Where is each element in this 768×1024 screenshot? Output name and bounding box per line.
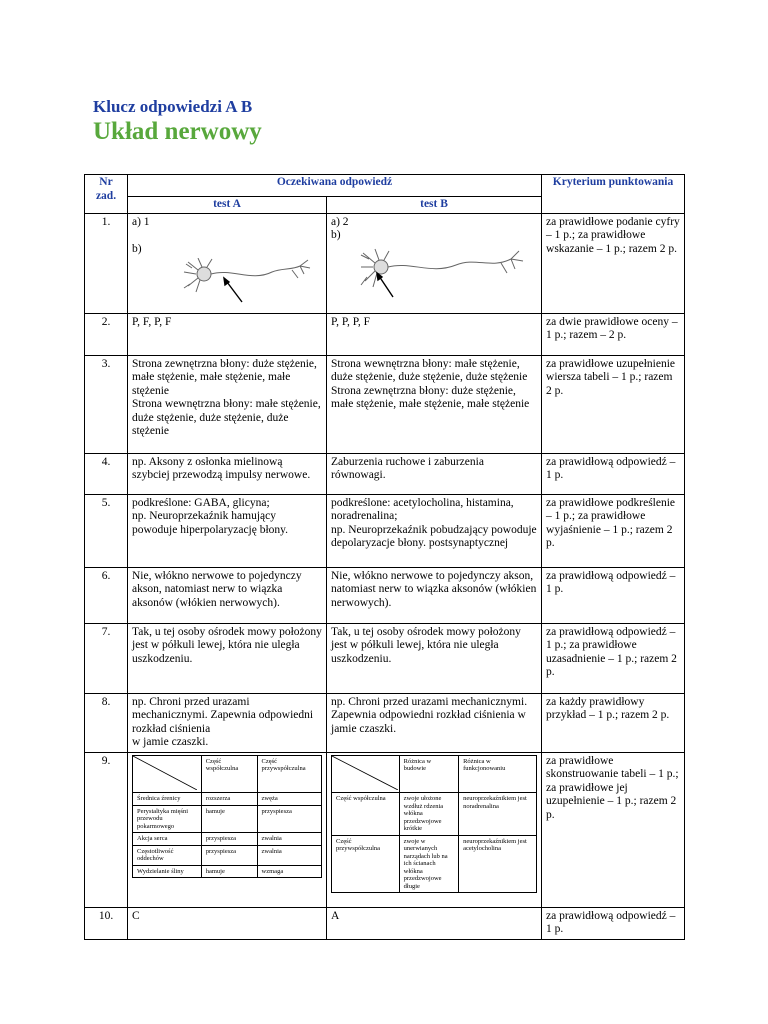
mini-header: Różnica w funkcjonowaniu bbox=[459, 755, 537, 793]
header-nr: Nr zad. bbox=[85, 175, 128, 214]
answer-test-b: Strona wewnętrzna błony: małe stężenie, duże stężenie, duże stężenie, duże stężenie Strona zewnętrzna błony: duże stężenie, małe stężenie, małe stężenie, małe stężenie bbox=[327, 355, 542, 453]
mini-row: Część przywspółczulna zwoje w unerwianych narządach lub na ich ścianach włókna przedzwojowe długie neuroprzekaźnikiem jest acetylocholina bbox=[332, 835, 537, 893]
table-row bbox=[85, 623, 685, 693]
answer-test-b bbox=[327, 752, 542, 907]
criteria-text: za prawidłowe uzupełnienie wiersza tabeli – 1 p.; razem 2 p. bbox=[542, 355, 685, 453]
row-number: 6. bbox=[85, 567, 128, 623]
row-number: 9. bbox=[85, 752, 128, 907]
table-row bbox=[85, 313, 685, 355]
table-row bbox=[85, 213, 685, 313]
comparison-table-a bbox=[132, 755, 322, 879]
row-number: 2. bbox=[85, 313, 128, 355]
row-number: 5. bbox=[85, 494, 128, 567]
criteria-text: za prawidłową odpowiedź – 1 p. bbox=[542, 907, 685, 939]
answer-test-a bbox=[128, 213, 327, 313]
answer-test-a: Strona zewnętrzna błony: duże stężenie, małe stężenie, małe stężenie, małe stężenie Strona wewnętrzna błony: małe stężenie, duże stężenie, duże stężenie, duże stężenie bbox=[128, 355, 327, 453]
diagonal-line-icon bbox=[133, 756, 197, 790]
criteria-text: za prawidłową odpowiedź – 1 p.; za prawidłowe uzasadnienie – 1 p.; razem 2 p. bbox=[542, 623, 685, 693]
answer-test-b bbox=[327, 213, 542, 313]
mini-row: Częstotliwość oddechów przyspiesza zwalnia bbox=[133, 845, 322, 865]
mini-header: Część współczulna bbox=[201, 755, 257, 793]
diagonal-cell bbox=[133, 755, 202, 793]
answer-test-b: podkreślone: acetylocholina, histamina, noradrenalina; np. Neuroprzekaźnik pobudzający powoduje depolaryzacje błony. postsynaptycznej bbox=[327, 494, 542, 567]
criteria-text: za prawidłowe podkreślenie – 1 p.; za prawidłowe wyjaśnienie – 1 p.; razem 2 p. bbox=[542, 494, 685, 567]
answer-test-a: Nie, włókno nerwowe to pojedynczy akson, natomiast nerw to wiązka aksonów (włókien nerwowych). bbox=[128, 567, 327, 623]
mini-row: Perystaltyka mięśni przewodu pokarmowego hamuje przyspiesza bbox=[133, 805, 322, 833]
criteria-text: za każdy prawidłowy przykład – 1 p.; razem 2 p. bbox=[542, 693, 685, 752]
comparison-table-b bbox=[331, 755, 537, 894]
mini-row: Akcja serca przyspiesza zwalnia bbox=[133, 833, 322, 846]
neuron-icon bbox=[132, 258, 322, 306]
table-row bbox=[85, 567, 685, 623]
answer-test-a: podkreślone: GABA, glicyna; np. Neuroprzekaźnik hamujący powoduje hiperpolaryzację błony. bbox=[128, 494, 327, 567]
criteria-text: za prawidłowe podanie cyfry – 1 p.; za prawidłowe wskazanie – 1 p.; razem 2 p. bbox=[542, 213, 685, 313]
answer-test-b: np. Chroni przed urazami mechanicznymi. Zapewnia odpowiedni rozkład ciśnienia w jamie czaszki. bbox=[327, 693, 542, 752]
header-criteria: Kryterium punktowania bbox=[542, 175, 685, 214]
row-number: 7. bbox=[85, 623, 128, 693]
answer-test-b: Tak, u tej osoby ośrodek mowy położony jest w półkuli lewej, która nie uległa uszkodzeniu. bbox=[327, 623, 542, 693]
answer-text: a) 2 b) bbox=[331, 215, 349, 241]
row-number: 10. bbox=[85, 907, 128, 939]
table-row bbox=[85, 907, 685, 939]
mini-header: Część przywspółczulna bbox=[257, 755, 321, 793]
table-row bbox=[85, 494, 685, 567]
criteria-text: za prawidłową odpowiedź – 1 p. bbox=[542, 453, 685, 494]
answer-test-a: np. Aksony z osłonka mielinową szybciej przewodzą impulsy nerwowe. bbox=[128, 453, 327, 494]
mini-row: Część współczulna zwoje ułożone wzdłuż rdzenia włókna przedzwojowe krótkie neuroprzekaźnikiem jest noradrenalina bbox=[332, 793, 537, 836]
header-test-b: test B bbox=[327, 197, 542, 214]
topic-title: Układ nerwowy bbox=[93, 118, 262, 145]
header-test-a: test A bbox=[128, 197, 327, 214]
diagonal-line-icon bbox=[332, 756, 398, 790]
answer-test-a: np. Chroni przed urazami mechanicznymi. Zapewnia odpowiedni rozkład ciśnienia w jamie czaszki. bbox=[128, 693, 327, 752]
neuron-figure-a bbox=[132, 258, 322, 311]
table-row bbox=[85, 453, 685, 494]
criteria-text: za prawidłowe skonstruowanie tabeli – 1 p.; za prawidłowe jej uzupełnienie – 1 p.; razem 2 p. bbox=[542, 752, 685, 907]
diagonal-cell bbox=[332, 755, 400, 793]
answer-test-b: P, P, P, F bbox=[327, 313, 542, 355]
answer-test-b: A bbox=[327, 907, 542, 939]
row-number: 1. bbox=[85, 213, 128, 313]
neuron-figure-b bbox=[331, 245, 537, 306]
answer-test-b: Zaburzenia ruchowe i zaburzenia równowagi. bbox=[327, 453, 542, 494]
row-number: 3. bbox=[85, 355, 128, 453]
table-row bbox=[85, 752, 685, 907]
answer-test-a bbox=[128, 752, 327, 907]
criteria-text: za prawidłową odpowiedź – 1 p. bbox=[542, 567, 685, 623]
mini-row: Średnica źrenicy rozszerza zwęża bbox=[133, 793, 322, 806]
answer-test-a: Tak, u tej osoby ośrodek mowy położony jest w półkuli lewej, która nie uległa uszkodzeniu. bbox=[128, 623, 327, 693]
answer-test-a: C bbox=[128, 907, 327, 939]
answer-test-a: P, F, P, F bbox=[128, 313, 327, 355]
criteria-text: za dwie prawidłowe oceny – 1 p.; razem – 2 p. bbox=[542, 313, 685, 355]
row-number: 4. bbox=[85, 453, 128, 494]
mini-row: Wydzielanie śliny hamuje wzmaga bbox=[133, 865, 322, 878]
row-number: 8. bbox=[85, 693, 128, 752]
table-row bbox=[85, 693, 685, 752]
mini-header: Różnica w budowie bbox=[399, 755, 458, 793]
answer-key-table bbox=[84, 174, 685, 940]
header-expected-answer: Oczekiwana odpowiedź bbox=[128, 175, 542, 197]
answer-text: a) 1 b) bbox=[132, 215, 150, 255]
neuron-icon bbox=[331, 245, 536, 301]
table-row bbox=[85, 355, 685, 453]
answer-key-title: Klucz odpowiedzi A B bbox=[93, 97, 253, 116]
answer-test-b: Nie, włókno nerwowe to pojedynczy akson, natomiast nerw to wiązka aksonów (włókien nerwowych). bbox=[327, 567, 542, 623]
